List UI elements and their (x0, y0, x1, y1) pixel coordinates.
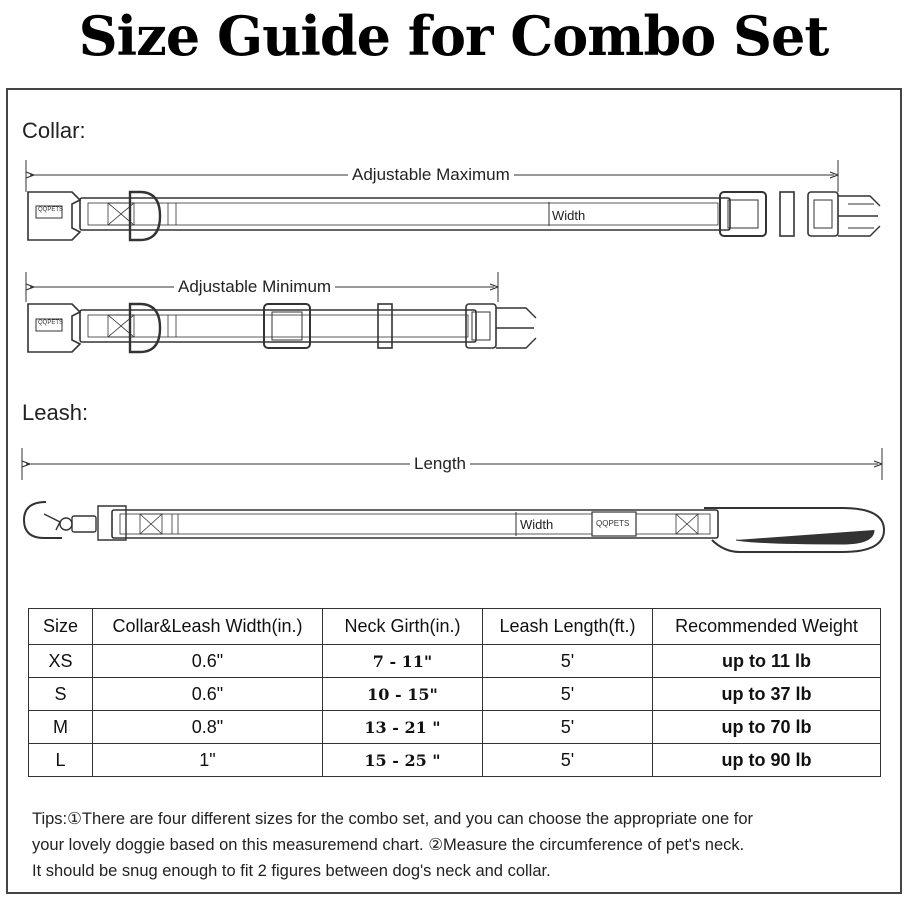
weight-cell: up to 90 lb (653, 744, 881, 777)
neck-girth-cell: 15 - 25 " (323, 744, 483, 777)
leash-brand-tag: QQPETS (596, 519, 630, 528)
neck-girth-cell: 7 - 11" (323, 645, 483, 678)
neck-girth-cell: 10 - 15" (323, 678, 483, 711)
width-cell: 0.8" (93, 711, 323, 744)
leash-length-cell: 5' (483, 744, 653, 777)
collar-section-label: Collar: (22, 118, 86, 143)
table-header-row (29, 609, 881, 645)
tips-line-1: Tips:①There are four different sizes for the combo set, and you can choose the appropriate one for (32, 810, 754, 828)
leash-length-cell: 5' (483, 678, 653, 711)
size-cell: M (29, 711, 93, 744)
width-cell: 0.6" (93, 678, 323, 711)
collar-min-brand-tag: QQPETS (38, 320, 64, 326)
adjustable-minimum-label: Adjustable Minimum (174, 277, 335, 297)
width-cell: 1" (93, 744, 323, 777)
leash-width-label: Width (520, 517, 554, 532)
table-row (29, 744, 881, 777)
header-neck-girth: Neck Girth(in.) (323, 609, 483, 645)
leash-length-cell: 5' (483, 711, 653, 744)
adjustable-maximum-label: Adjustable Maximum (348, 165, 514, 185)
weight-cell: up to 37 lb (653, 678, 881, 711)
leash-length-label: Length (410, 454, 470, 474)
header-leash-length: Leash Length(ft.) (483, 609, 653, 645)
size-cell: S (29, 678, 93, 711)
size-cell: L (29, 744, 93, 777)
table-row (29, 711, 881, 744)
size-cell: XS (29, 645, 93, 678)
leash-section-label: Leash: (22, 400, 89, 425)
tips-text (32, 806, 882, 884)
width-cell: 0.6" (93, 645, 323, 678)
table-row (29, 645, 881, 678)
page-title: Size Guide for Combo Set (78, 4, 829, 68)
weight-cell: up to 70 lb (653, 711, 881, 744)
header-recommended-weight: Recommended Weight (653, 609, 881, 645)
tips-line-2: your lovely doggie based on this measuremend chart. ②Measure the circumference of pet's neck. (32, 836, 745, 854)
table-row (29, 678, 881, 711)
tips-line-3: It should be snug enough to fit 2 figures between dog's neck and collar. (32, 862, 551, 880)
weight-cell: up to 11 lb (653, 645, 881, 678)
collar-max-brand-tag: QQPETS (38, 207, 64, 213)
header-size: Size (29, 609, 93, 645)
collar-width-label: Width (552, 208, 586, 223)
leash-length-cell: 5' (483, 645, 653, 678)
header-width: Collar&Leash Width(in.) (93, 609, 323, 645)
neck-girth-cell: 13 - 21 " (323, 711, 483, 744)
size-table (28, 608, 881, 777)
